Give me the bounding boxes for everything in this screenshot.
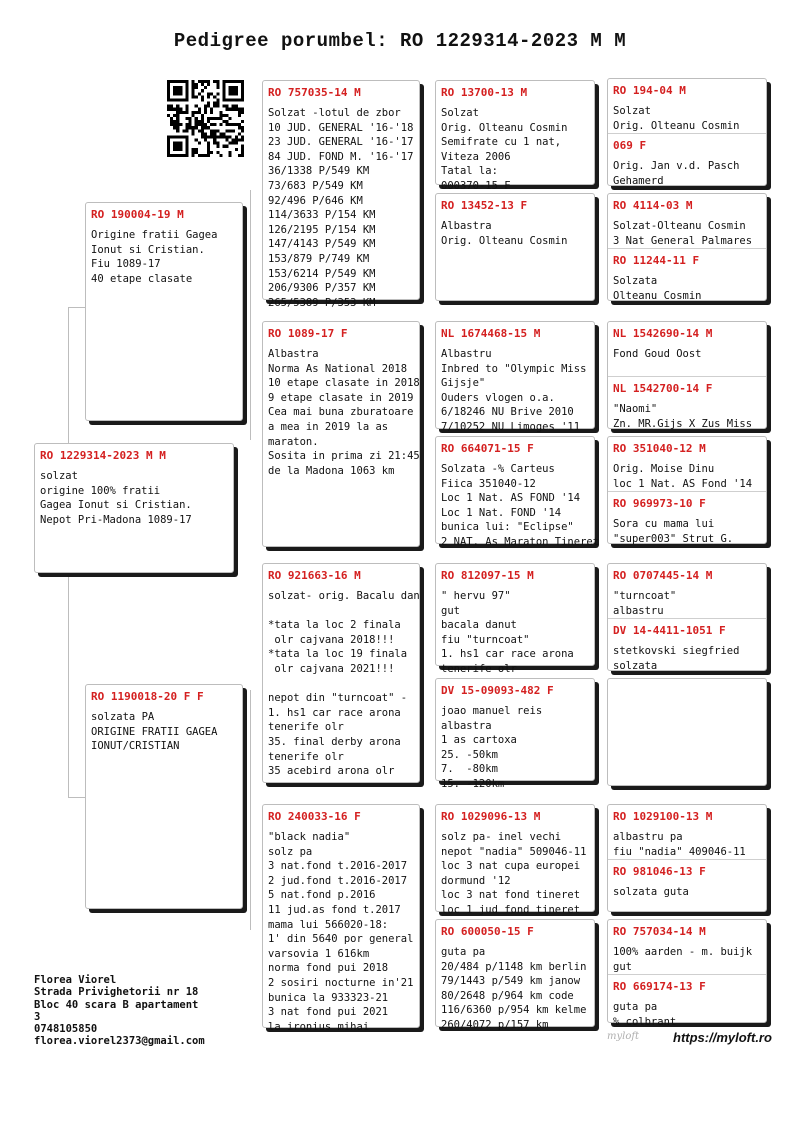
pigeon-description: solzata guta — [613, 886, 689, 898]
pigeon-card-gen4[interactable] — [608, 194, 766, 248]
ring-number: RO 0707445-14 M — [613, 569, 713, 582]
pigeon-card-gen3[interactable] — [435, 919, 595, 1031]
pigeon-description: albastru pa fiu "nadia" 409046-11 — [613, 831, 746, 858]
ring-number: NL 1542700-14 F — [613, 382, 713, 395]
pigeon-description: Orig. Moise Dinu loc 1 Nat. AS Fond '14 — [613, 463, 753, 490]
signature-logo: myloft — [607, 1031, 640, 1042]
tree-connector — [68, 797, 85, 798]
pigeon-description: solzat origine 100% fratii Gagea Ionut si Cristian. Nepot Pri-Madona 1089-17 — [40, 470, 192, 526]
ring-number: RO 1229314-2023 M M — [40, 449, 166, 462]
pigeon-description: Solzat Orig. Olteanu Cosmin Semifrate cu 1 nat, Viteza 2006 Tatal la: 000370-15 F — [441, 107, 568, 192]
ring-number: RO 669174-13 F — [613, 980, 706, 993]
tree-connector — [250, 190, 251, 440]
pigeon-card-gen4[interactable] — [608, 322, 766, 376]
pigeon-description: "Naomi" Zn. MR.Gijs X Zus Miss — [613, 403, 753, 430]
pigeon-card-gen4-pair — [607, 919, 767, 1028]
pigeon-card-gen3[interactable] — [435, 321, 595, 433]
pigeon-description: Solzata Olteanu Cosmin — [613, 275, 702, 302]
pigeon-description: Solzat Orig. Olteanu Cosmin — [613, 105, 740, 132]
pigeon-description: stetkovski siegfried solzata — [613, 645, 740, 672]
pigeon-card-gen4-pair — [607, 78, 767, 186]
ring-number: RO 921663-16 M — [268, 569, 361, 582]
pigeon-card-gen4-empty[interactable] — [607, 678, 767, 786]
ring-number: RO 664071-15 F — [441, 442, 534, 455]
pigeon-card-gen4-pair — [607, 804, 767, 912]
ring-number: RO 194-04 M — [613, 84, 686, 97]
pigeon-description: Albastra Orig. Olteanu Cosmin — [441, 220, 568, 247]
pigeon-description: "turncoat" albastru — [613, 590, 677, 617]
pigeon-card-gen4[interactable] — [608, 564, 766, 618]
pigeon-description: Solzat -lotul de zbor 10 JUD. GENERAL '16-'18 23 JUD. GENERAL '16-'17 84 JUD. FOND M. '16-'17 36/1338 P/549 KM 73/683 P/549 KM 92/496 P/646 KM 114/3633 P/154 KM 126/2195 P/154 KM 147/4143 P/549 KM 153/879 P/749 KM 153/6214 P/549 KM 206/9306 P/357 KM 265/5389 P/353 KM — [268, 107, 414, 309]
owner-contact — [34, 974, 205, 1048]
ring-number: RO 1029096-13 M — [441, 810, 541, 823]
ring-number: RO 351040-12 M — [613, 442, 706, 455]
pigeon-card-gen4[interactable] — [608, 491, 766, 546]
pigeon-description: solzata PA ORIGINE FRATII GAGEA IONUT/CRISTIAN — [91, 711, 218, 753]
ring-number: RO 969973-10 F — [613, 497, 706, 510]
pigeon-card-gen4-pair — [607, 563, 767, 671]
ring-number: NL 1542690-14 M — [613, 327, 713, 340]
ring-number: DV 15-09093-482 F — [441, 684, 554, 697]
pigeon-card-gen3[interactable] — [435, 804, 595, 916]
ring-number: NL 1674468-15 M — [441, 327, 541, 340]
owner-building: Bloc 40 scara B apartament — [34, 998, 199, 1011]
pigeon-description: solzat- orig. Bacalu dan *tata la loc 2 finala olr cajvana 2018!!! *tata la loc 19 finala olr cajvana 2021!!! nepot din "turncoat" - 1. hs1 car race arona tenerife olr 35. final derby arona tenerife olr 35 acebird arona olr — [268, 590, 420, 778]
ring-number: RO 13700-13 M — [441, 86, 528, 99]
website-link[interactable]: https://myloft.ro — [673, 1030, 772, 1045]
ring-number: 069 F — [613, 139, 647, 152]
pigeon-card-gen3[interactable] — [435, 80, 595, 192]
pigeon-card-gen4 — [608, 679, 766, 733]
pigeon-card-gen4[interactable] — [608, 376, 766, 431]
tree-connector — [68, 307, 85, 308]
ring-number: RO 1029100-13 M — [613, 810, 713, 823]
pigeon-card-gen4[interactable] — [608, 437, 766, 491]
pigeon-card-gen2[interactable] — [262, 563, 420, 783]
qr-code-icon — [167, 80, 244, 157]
ring-number: RO 11244-11 F — [613, 254, 700, 267]
ring-number: RO 812097-15 M — [441, 569, 534, 582]
pigeon-card-gen2[interactable] — [262, 80, 420, 309]
ring-number: RO 981046-13 F — [613, 865, 706, 878]
pigeon-card-gen2[interactable] — [262, 804, 420, 1033]
ring-number: RO 757035-14 M — [268, 86, 361, 99]
owner-apartment: 3 — [34, 1010, 41, 1023]
pigeon-card-mother[interactable] — [85, 684, 243, 909]
owner-email[interactable]: florea.viorel2373@gmail.com — [34, 1035, 205, 1048]
pigeon-description: Solzat-Olteanu Cosmin 3 Nat General Palmares — [613, 220, 753, 247]
pigeon-card-gen4[interactable] — [608, 859, 766, 900]
owner-name: Florea Viorel — [34, 974, 117, 986]
ring-number: RO 240033-16 F — [268, 810, 361, 823]
pigeon-card-gen2[interactable] — [262, 321, 420, 547]
pigeon-description: guta pa 20/484 p/1148 km berlin 79/1443 p/549 km janow 80/2648 p/964 km code 116/6360 p/954 km kelme 260/4072 p/157 km — [441, 946, 587, 1031]
pigeon-card-gen4[interactable] — [608, 618, 766, 673]
ring-number: DV 14-4411-1051 F — [613, 624, 726, 637]
pigeon-card-gen4[interactable] — [608, 248, 766, 303]
ring-number: RO 1089-17 F — [268, 327, 348, 340]
ring-number: RO 1190018-20 F F — [91, 690, 204, 703]
pigeon-card-gen4[interactable] — [608, 79, 766, 133]
ring-number: RO 600050-15 F — [441, 925, 534, 938]
pigeon-description: guta pa % colbrant — [613, 1001, 677, 1028]
pigeon-description: Albastra Norma As National 2018 10 etape clasate in 2018 9 etape clasate in 2019 Cea mai buna zburatoare a mea in 2019 la as maraton. Sosita in prima zi 21:45 de la Madona 1063 km — [268, 348, 420, 477]
pigeon-description: Sora cu mama lui "super003" Strut G. — [613, 518, 734, 545]
owner-street: Strada Privighetorii nr 18 — [34, 986, 199, 999]
pigeon-description: solz pa- inel vechi nepot "nadia" 509046-11 loc 3 nat cupa europei dormund '12 loc 3 nat fond tineret loc 1 jud fond tineret — [441, 831, 587, 916]
pigeon-description: Albastru Inbred to "Olympic Miss Gijsje" Ouders vlogen o.a. 6/18246 NU Brive 2010 7/10252 NU Limoges '11 — [441, 348, 587, 433]
pigeon-description: Origine fratii Gagea Ionut si Cristian. Fiu 1089-17 40 etape clasate — [91, 229, 218, 285]
pigeon-description: joao manuel reis albastra 1 as cartoxa 25. -50km 7. -80km 15. -120km — [441, 705, 543, 790]
ring-number: RO 190004-19 M — [91, 208, 184, 221]
pigeon-description: "black nadia" solz pa 3 nat.fond t.2016-2017 2 jud.fond t.2016-2017 5 nat.fond p.2016 11 jud.as fond t.2017 mama lui 566020-18: 1' din 5640 por general varsovia 1 616km norma fond pui 2018 2 sosiri nocturne in'21 bunica la 933323-21 3 nat fond pui 2021 la ironius mihai — [268, 831, 414, 1033]
pigeon-description: Fond Goud Oost — [613, 348, 702, 360]
pigeon-card-gen4[interactable] — [608, 133, 766, 188]
pigeon-description: " hervu 97" gut bacala danut fiu "turncoat" 1. hs1 car race arona tenerife olr — [441, 590, 574, 675]
pigeon-description: Orig. Jan v.d. Pasch Gehamerd — [613, 160, 740, 187]
pigeon-card-gen4-pair — [607, 321, 767, 429]
pigeon-card-gen3[interactable] — [435, 563, 595, 675]
ring-number: RO 757034-14 M — [613, 925, 706, 938]
pigeon-card-gen3[interactable] — [435, 436, 600, 548]
pigeon-description: Solzata -% Carteus Fiica 351040-12 Loc 1 Nat. AS FOND '14 Loc 1 Nat. FOND '14 bunica lui: "Eclipse" 2 NAT. As Maraton Tineret — [441, 463, 600, 548]
ring-number: RO 4114-03 M — [613, 199, 693, 212]
pigeon-description: 100% aarden - m. buijk gut — [613, 946, 753, 973]
ring-number: RO 13452-13 F — [441, 199, 528, 212]
pigeon-card-gen4-pair — [607, 436, 767, 544]
pigeon-card-gen4[interactable] — [608, 805, 766, 859]
pigeon-card-father[interactable] — [85, 202, 243, 421]
tree-connector — [250, 690, 251, 930]
pigeon-card-gen4[interactable] — [608, 974, 766, 1029]
owner-phone: 0748105850 — [34, 1023, 98, 1036]
pigeon-card-gen4[interactable] — [608, 920, 766, 974]
pigeon-card-gen3[interactable] — [435, 193, 595, 301]
pigeon-card-subject[interactable] — [34, 443, 234, 573]
pigeon-card-gen4-pair — [607, 193, 767, 301]
pigeon-card-gen3[interactable] — [435, 678, 595, 790]
page-title: Pedigree porumbel: RO 1229314-2023 M M — [173, 30, 627, 52]
